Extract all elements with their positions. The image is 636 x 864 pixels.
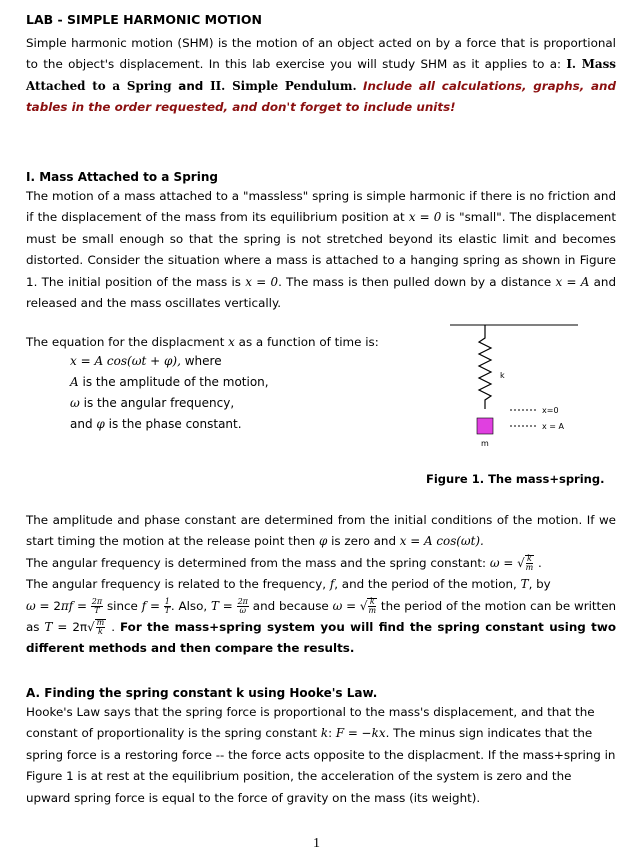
eq-line1-text: is the amplitude of the motion, (82, 375, 269, 389)
figure-caption: Figure 1. The mass+spring. (426, 472, 605, 486)
p2-e3: and because (252, 598, 329, 613)
x-equals-a: x = A (555, 274, 590, 289)
section1-paragraph (26, 186, 616, 314)
eq-where: where (184, 354, 222, 368)
eq-line-amplitude: A is the amplitude of the motion, (70, 375, 269, 389)
spring-coil (479, 325, 491, 409)
angular-frequency-paragraph: The amplitude and phase constant are determined from the initial conditions of the motion. If we start timing the motion at the release point then φ is zero and x = A cos(ωt). The angular frequency is determined from the mass and the spring constant: ω = √ $\frac{k}{m}$ . The angular frequency is related to the frequency, f, and the period of the motion, T, by ω = 2πf = $\frac{2\pi}{T}$ since f = $\frac{1}{T}$ . Also, T = $\frac{2\pi}{\omega}$ and because ω = √ $\frac{k}{m}$ the period of the motion can be written as T = 2π√ $\frac{m}{k}$ . For the mass+spring system you will find the spring constant using two different methods and then compare the results. (26, 513, 617, 656)
mass-block (477, 418, 493, 434)
eq-line3-and: and (70, 417, 93, 431)
p2-e1: since (106, 598, 138, 613)
x-equals-0-b: x = 0 (245, 274, 279, 289)
s1-text-b: is "small". The displacement must be small enough so that the spring is not stretched beyond its elastic limit and becomes distorted. Consider the situation where a mass is attached to a hanging spring as shown in Figure 1. The initial position of the mass is (26, 210, 616, 289)
intro-text: Simple harmonic motion (SHM) is the motion of an object acted on by a force that is proportional to the object's displacement. In this lab exercise you will study SHM as it applies to a: (26, 36, 616, 72)
part1-label: I. Mass Attached to a Spring (26, 57, 616, 93)
and-label: and (171, 78, 211, 93)
p2-d2: , and the period of the motion, (334, 577, 517, 592)
a-text1: Hooke's Law says that the spring force is proportional to the mass's displacement, and that the constant of proportionality is the spring constant (26, 705, 595, 741)
s1-text-c: . The mass is then pulled down by a distance (278, 274, 556, 289)
a-text2: The minus sign indicates that the spring force is a restoring force -- the force acts opposite to the displacment. If the mass+spring in Figure 1 is at rest at the equilibrium position, the acceleration of the system is zero and the upward spring force is equal to the force of gravity on the mass (its weight). (26, 726, 616, 805)
eq-main: x = A cos(ωt + φ), (70, 354, 181, 368)
displacement-equation (70, 351, 269, 372)
part2-label: II. Simple Pendulum. (210, 78, 357, 93)
x0-label: x=0 (542, 406, 559, 415)
p2-e4: the period of the motion can be written as (26, 598, 617, 635)
p2-b: is zero and (331, 534, 396, 549)
eq-line3-text: is the phase constant. (108, 417, 242, 431)
xa-label: x = A (542, 422, 564, 431)
mass-m-label: m (481, 439, 489, 448)
eq-intro-a: The equation for the displacment (26, 335, 225, 349)
p2-d: The angular frequency is related to the frequency, (26, 577, 327, 592)
page-number: 1 (313, 836, 320, 851)
p2-d3: , by (528, 577, 551, 592)
p2-b2: x = A cos(ωt). (399, 534, 484, 549)
spring-k-label: k (500, 371, 505, 380)
s1-text-a: The motion of a mass attached to a "massless" spring is simple harmonic if there is no friction and if the displacement of the mass from its equilibrium position at (26, 189, 616, 225)
equation-list (70, 351, 269, 435)
p2-c: The angular frequency is determined from the mass and the spring constant: (26, 555, 487, 570)
section1-heading: I. Mass Attached to a Spring (26, 170, 218, 184)
eq-line2-text: is the angular frequency, (83, 396, 235, 410)
hookes-law-paragraph: Hooke's Law says that the spring force is proportional to the mass's displacement, and that the constant of proportionality is the spring constant k: F = −kx. The minus sign indicates that the spring force is a restoring force -- the force acts opposite to the displacment. If the mass+spring in Figure 1 is at rest at the equilibrium position, the acceleration of the system is zero and the upward spring force is equal to the force of gravity on the mass (its weight). (26, 705, 616, 805)
mass-spring-figure (450, 318, 590, 458)
eq-line-omega: ω is the angular frequency, (70, 396, 235, 410)
sectionA-heading: A. Finding the spring constant k using Hooke's Law. (26, 686, 378, 700)
equation-intro: The equation for the displacment x as a function of time is: (26, 335, 379, 349)
page-title: LAB - SIMPLE HARMONIC MOTION (26, 12, 262, 27)
eq-intro-b: as a function of time is: (238, 335, 379, 349)
p2-bold: For the mass+spring system you will find the spring constant using two different methods and then compare the results. (26, 620, 617, 656)
eq-line-phi: and φ is the phase constant. (70, 417, 242, 431)
p2-a: The amplitude and phase constant are determined from the initial conditions of the motion. If we start timing the motion at the release point then (26, 513, 616, 549)
intro-paragraph (26, 33, 616, 119)
x-equals-0: x = 0 (408, 210, 442, 225)
s1-text-d: and released and the mass oscillates vertically. (26, 274, 616, 311)
instructions-red: Include all calculations, graphs, and tables in the order requested, and don't forget to include units! (26, 78, 617, 115)
p2-e2: . Also, (170, 598, 208, 613)
